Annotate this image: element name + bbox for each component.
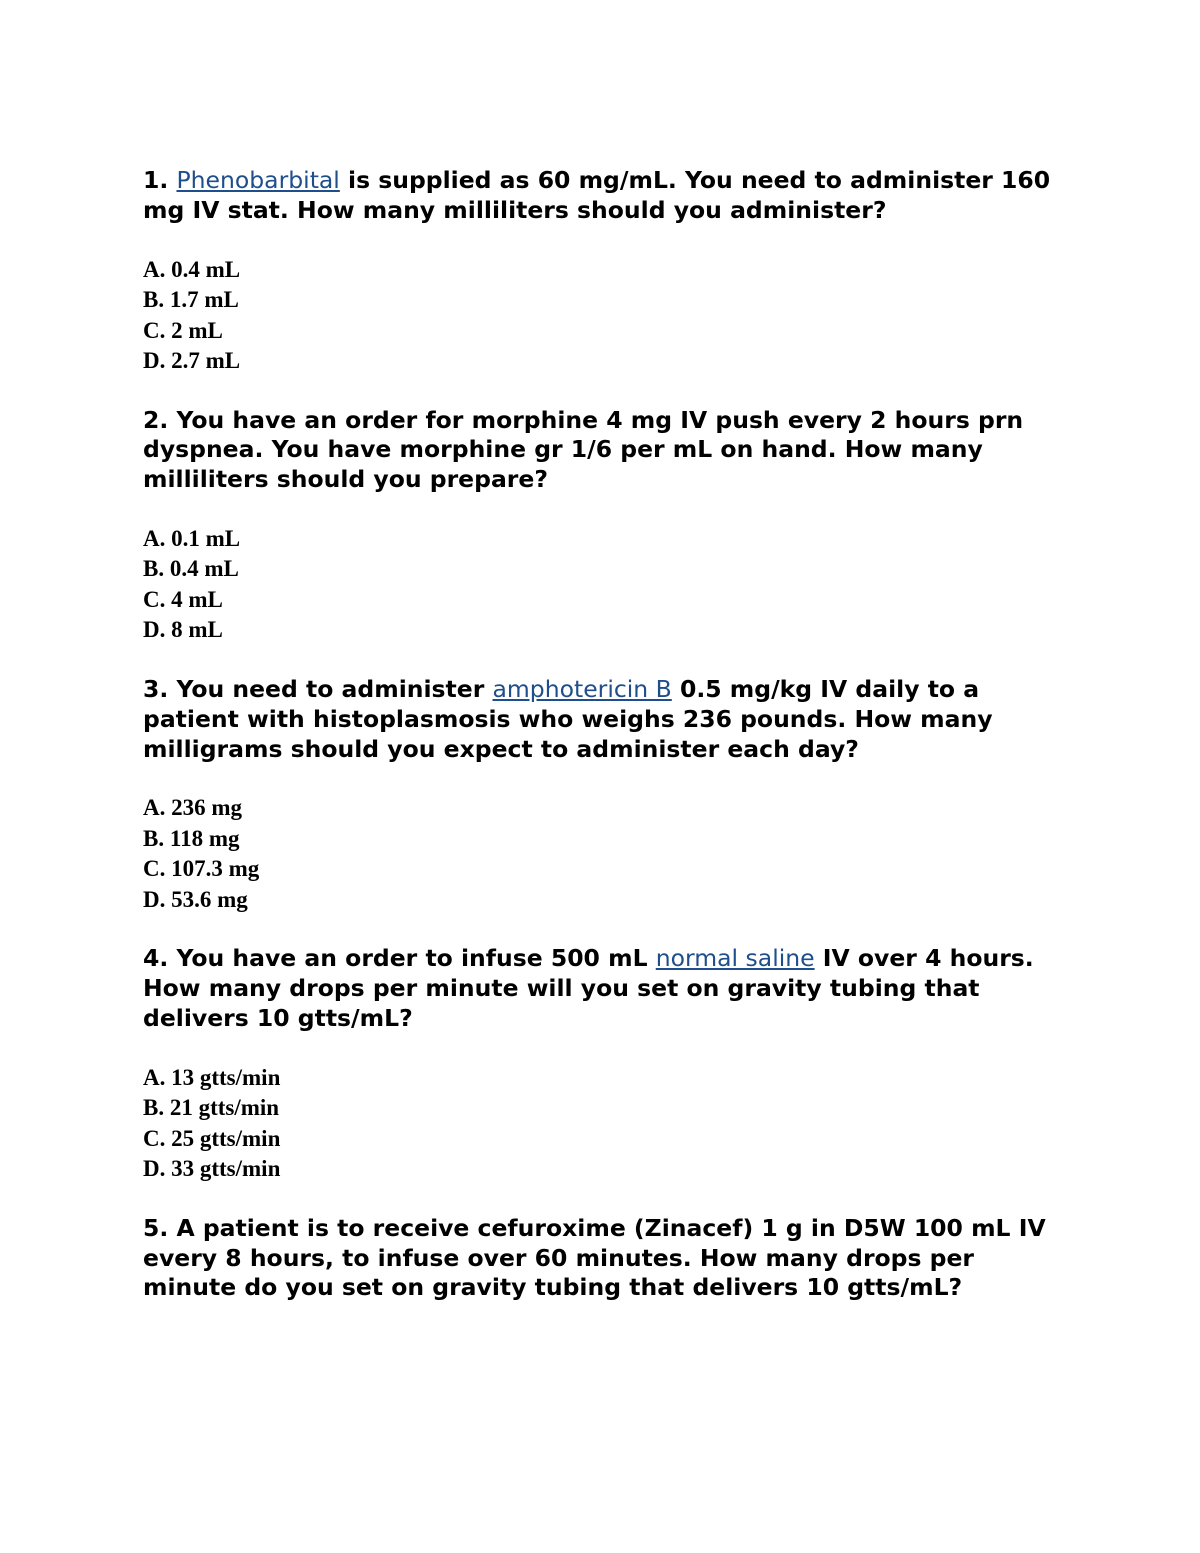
question-5-text: 5. A patient is to receive cefuroxime (Zinacef) 1 g in D5W 100 mL IV every 8 hours, to infuse over 60 minutes. How many drops per minute do you set on gravity tubing that delivers 10 gtts/mL? [143,1213,1046,1302]
question-4-text: 4. You have an order to infuse 500 mL normal saline IV over 4 hours. How many drops per minute will you set on gravity tubing that delivers 10 gtts/mL? [143,944,1034,1032]
question-1-text: 1. Phenobarbital is supplied as 60 mg/mL. You need to administer 160 mg IV stat. How many milliliters should you administer? [143,166,1051,224]
question-number: 4. [143,944,169,973]
option-c: C. 4 mL [143,586,223,612]
question-5 [143,1214,1063,1303]
question-3-options [143,793,1063,915]
option-c: C. 2 mL [143,317,223,343]
document-page [143,166,1063,1303]
option-c: C. 107.3 mg [143,856,260,882]
question-number: 2. [143,405,169,434]
question-number: 3. [143,674,169,703]
option-a: A. 13 gtts/min [143,1064,281,1090]
question-4-options [143,1063,1063,1185]
question-4 [143,944,1063,1184]
question-number: 5. [143,1213,169,1242]
option-b: B. 1.7 mL [143,287,239,313]
option-a: A. 0.4 mL [143,256,241,282]
option-a: A. 236 mg [143,795,243,821]
option-b: B. 118 mg [143,825,240,851]
question-1-options [143,255,1063,377]
option-d: D. 33 gtts/min [143,1156,281,1182]
question-3 [143,675,1063,915]
option-a: A. 0.1 mL [143,525,241,551]
option-d: D. 53.6 mg [143,886,248,912]
question-2-options [143,524,1063,646]
option-d: D. 8 mL [143,617,223,643]
phenobarbital-link[interactable]: Phenobarbital [176,166,340,194]
normal-saline-link[interactable]: normal saline [655,944,815,973]
amphotericin-b-link[interactable]: amphotericin B [492,674,672,703]
question-3-text: 3. You need to administer amphotericin B 0.5 mg/kg IV daily to a patient with histoplasmosis who weighs 236 pounds. How many milligrams should you expect to administer each day? [143,674,993,763]
question-2 [143,406,1063,646]
option-b: B. 0.4 mL [143,556,239,582]
option-d: D. 2.7 mL [143,348,241,374]
question-1 [143,166,1063,377]
question-number: 1. [143,166,169,194]
option-b: B. 21 gtts/min [143,1095,280,1121]
question-2-text: 2. You have an order for morphine 4 mg IV push every 2 hours prn dyspnea. You have morphine gr 1/6 per mL on hand. How many milliliters should you prepare? [143,405,1024,494]
option-c: C. 25 gtts/min [143,1125,281,1151]
